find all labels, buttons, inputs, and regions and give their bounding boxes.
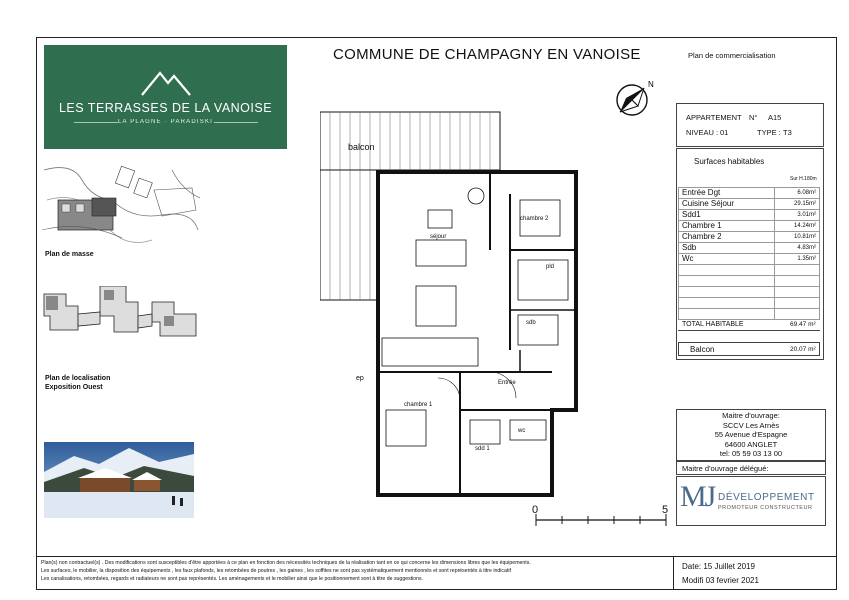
divider (678, 330, 820, 331)
type-value: T3 (783, 128, 792, 137)
maitre-ouvrage (676, 411, 826, 461)
table-row (679, 309, 820, 320)
maitre-tel: tel: 05 59 03 13 00 (719, 449, 783, 459)
ep-marker: ep (356, 375, 364, 382)
mountain-logo-icon (140, 67, 192, 97)
apartment-info-box (676, 103, 824, 147)
table-row (679, 188, 820, 199)
room-name: Wc (679, 254, 775, 265)
plan-masse-label: Plan de masse (45, 251, 94, 258)
room-area: 3.01m² (775, 210, 820, 221)
niveau-label: NIVEAU : (686, 128, 719, 137)
balcon-label: Balcon (690, 345, 715, 354)
height-note: Sur H.180m (790, 176, 817, 182)
project-name: LES TERRASSES DE LA VANOISE (58, 101, 273, 115)
disclaimer-line: Plan(s) non contractuel(s) . Des modifications sont susceptibles d'être apportées à ce plan en fonction des nécessités techniques de la réalisation tant en ce qui concerne les dimensions libres que les équipements. (41, 560, 531, 566)
table-row (679, 287, 820, 298)
room-area: 4.83m² (775, 243, 820, 254)
developer-tagline: PROMOTEUR CONSTRUCTEUR (718, 505, 813, 511)
footer-divider (673, 556, 674, 590)
maitre-title: Maitre d'ouvrage: (722, 411, 780, 420)
table-row (679, 265, 820, 276)
project-subtitle: LA PLAGNE · PARADISKI (117, 119, 214, 125)
room-area: 6.08m² (775, 188, 820, 199)
plan-type: Plan de commercialisation (688, 51, 776, 60)
numero-value: A15 (768, 113, 782, 122)
table-row (679, 210, 820, 221)
footer-disclaimer (41, 560, 669, 583)
numero-label: N° (749, 113, 758, 122)
page-title: COMMUNE DE CHAMPAGNY EN VANOISE (333, 46, 641, 63)
room-name: Cuisine Séjour (679, 199, 775, 210)
maitre-company: SCCV Les Arnès (722, 420, 780, 430)
floor-plan (320, 110, 632, 530)
room-name: Sdd1 (679, 210, 775, 221)
maitre-address: 55 Avenue d'Espagne (714, 430, 788, 440)
footer-dates (682, 560, 759, 588)
date-line: Date: 15 Juillet 2019 (682, 562, 755, 571)
plan-localisation-map (42, 286, 198, 342)
scale-start: 0 (532, 504, 539, 516)
table-row (679, 199, 820, 210)
appartement-label: APPARTEMENT (686, 113, 742, 122)
room-area: 29.15m² (775, 199, 820, 210)
plan-localisation-label: Plan de localisation (45, 375, 111, 382)
plan-masse-map (42, 160, 200, 248)
footer-divider (36, 556, 837, 557)
north-label: N (648, 80, 654, 89)
exposition-label: Exposition Ouest (45, 384, 103, 391)
room-name: Sdb (679, 243, 775, 254)
room-area: 14.24m² (775, 221, 820, 232)
room-area: 1.35m² (775, 254, 820, 265)
type-label: TYPE : (757, 128, 781, 137)
disclaimer-line: Les canalisations, retombées, regards et radiateurs ne sont pas représentés. Les aménagements et le mobilier ainsi que le positionnement sont à titre de suggestions. (41, 575, 424, 582)
table-row (679, 243, 820, 254)
table-row (679, 232, 820, 243)
developer-name: DÉVELOPPEMENT (718, 492, 815, 503)
room-label-entree: Entrée (498, 380, 516, 386)
room-name: Entrée Dgt (679, 188, 775, 199)
delegue-label: Maitre d'ouvrage délégué: (682, 464, 769, 473)
scale-bar (528, 506, 678, 536)
table-row (679, 221, 820, 232)
table-row (679, 254, 820, 265)
project-logo (44, 45, 287, 149)
room-label-chambre2: chambre 2 (520, 216, 549, 222)
developer-logo-mark: MJ (680, 480, 715, 513)
room-label-balcon: balcon (348, 142, 375, 152)
surfaces-table (678, 187, 820, 320)
room-label-sdd1: sdd 1 (475, 446, 490, 452)
room-label-pld: pld (546, 264, 555, 270)
balcon-value: 20.07 m² (790, 346, 816, 353)
scale-end: 5 (662, 504, 669, 516)
room-label-wc: wc (518, 428, 526, 434)
room-label-chambre1: chambre 1 (404, 402, 433, 408)
total-label: TOTAL HABITABLE (682, 321, 744, 328)
maitre-city: 64600 ANGLET (724, 439, 778, 449)
surfaces-title: Surfaces habitables (694, 157, 765, 166)
niveau-value: 01 (720, 128, 729, 137)
room-name: Chambre 2 (679, 232, 775, 243)
total-value: 69.47 m² (790, 321, 816, 328)
residence-photo (44, 442, 194, 518)
disclaimer-line: Les surfaces, le mobilier, la disposition des équipements , les faux plafonds, les retombées de poutres , les gaines , les soffites ne sont pas systématiquement mentionnés et sont représentés à titre indicatif (41, 567, 511, 574)
room-name: Chambre 1 (679, 221, 775, 232)
room-label-sejour: séjour (430, 234, 447, 240)
table-row (679, 276, 820, 287)
room-label-sdb: sdb (526, 320, 536, 326)
modif-line: Modifi 03 fevrier 2021 (682, 576, 759, 585)
table-row (679, 298, 820, 309)
room-area: 10.81m² (775, 232, 820, 243)
